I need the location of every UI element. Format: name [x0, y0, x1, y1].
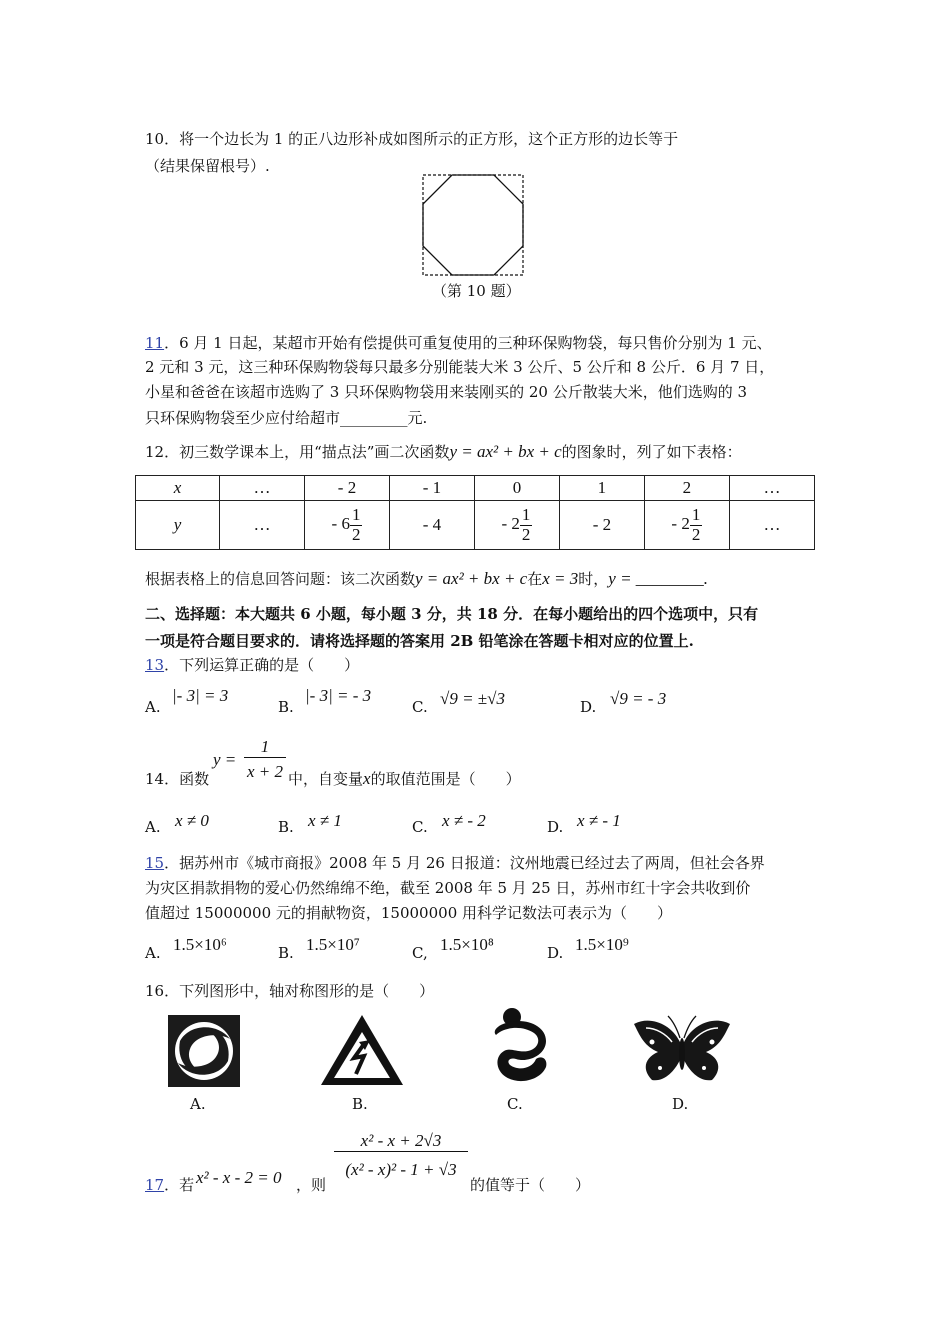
butterfly-icon — [630, 1012, 734, 1086]
q15-option-c: 1.5×10⁸ — [440, 935, 494, 954]
q15-line3: 值超过 15000000 元的捐献物资，15000000 用科学记数法可表示为（ ） — [145, 904, 673, 922]
q14-option-c: x ≠ - 2 — [442, 811, 486, 830]
q14-stem: 中，自变量x的取值范围是（ ） — [288, 769, 521, 788]
q11-line2: 2 元和 3 元，这三种环保购物袋每只最多分别能装大米 3 公斤、5 公斤和 8 公斤．6 月 7 日， — [145, 358, 775, 376]
q14-option-b: x ≠ 1 — [308, 811, 342, 830]
table-header-y: y — [136, 501, 220, 550]
octagon-figure — [420, 172, 526, 278]
table-header-x: x — [136, 476, 220, 501]
table-cell: - 4 — [390, 501, 475, 550]
q13-option-b: |- 3| = - 3 — [305, 686, 372, 705]
q13-option-a: |- 3| = 3 — [172, 686, 229, 705]
q14-formula-num: 1 — [244, 737, 286, 758]
q17-number[interactable]: 17 — [145, 1176, 165, 1194]
q14-formula-y: y = — [213, 750, 237, 769]
q11-line1: 11．6 月 1 日起，某超市开始有偿提供可重复使用的三种环保购物袋，每只售价分别为 1 元、 — [145, 334, 772, 352]
q13-option-d-label: D. — [580, 698, 597, 716]
q17-fraction-numerator: x² - x + 2√3 — [334, 1131, 468, 1152]
q11-line4: 只环保购物袋至少应付给超市_________元. — [145, 409, 428, 427]
q10-line2: （结果保留根号）. — [145, 157, 270, 175]
table-row-y — [136, 501, 815, 550]
q16-label-d: D. — [672, 1095, 689, 1113]
q13-option-b-label: B. — [278, 698, 294, 716]
runner-emblem-icon — [488, 1005, 552, 1089]
q17-fraction-denominator: (x² - x)² - 1 + √3 — [345, 1160, 457, 1179]
table-cell: - 1 — [390, 476, 475, 501]
q11-number[interactable]: 11 — [145, 334, 165, 352]
q17-equation: x² - x - 2 = 0 — [196, 1168, 282, 1187]
q15-option-a: 1.5×10⁶ — [173, 935, 227, 954]
q14-stem-a: 14．函数 — [145, 770, 210, 788]
table-cell: - 2 $\frac{1}{2}$ — [474, 501, 559, 550]
q13-option-c-label: C. — [412, 698, 428, 716]
q15-number[interactable]: 15 — [145, 854, 165, 872]
q12-formula: y = ax² + bx + c — [449, 442, 562, 461]
q14-option-a-label: A. — [145, 818, 161, 836]
table-cell: - 2 — [559, 501, 644, 550]
q17-stem-b: ，则 — [296, 1176, 327, 1194]
q11-line3: 小星和爸爸在该超市选购了 3 只环保购物袋用来装刚买的 20 公斤散装大米，他们选购的 3 — [145, 383, 748, 401]
table-cell: … — [729, 501, 814, 550]
q15-line2: 为灾区捐款捐物的爱心仍然绵绵不绝，截至 2008 年 5 月 25 日，苏州市红十字会共收到价 — [145, 879, 751, 897]
q14-option-d-label: D. — [547, 818, 564, 836]
q10-line1: 10．将一个边长为 1 的正八边形补成如图所示的正方形，这个正方形的边长等于 — [145, 130, 679, 148]
warning-triangle-icon — [318, 1012, 406, 1088]
q12-question: 根据表格上的信息回答问题：该二次函数y = ax² + bx + c在x = 3时，y = ________. — [145, 569, 709, 588]
q13-option-d: √9 = - 3 — [610, 689, 667, 708]
q15-option-c-label: C, — [412, 944, 428, 962]
q13-option-a-label: A. — [145, 698, 161, 716]
q16-label-c: C. — [507, 1095, 523, 1113]
q14-option-c-label: C. — [412, 818, 428, 836]
q14-option-d: x ≠ - 1 — [577, 811, 621, 830]
q15-option-d-label: D. — [547, 944, 564, 962]
q14-option-b-label: B. — [278, 818, 294, 836]
table-cell: … — [219, 476, 304, 501]
q16-label-a: A. — [190, 1095, 206, 1113]
q17-stem-a: 17．若 — [145, 1176, 195, 1194]
q15-option-a-label: A. — [145, 944, 161, 962]
section2-line2: 一项是符合题目要求的．请将选择题的答案用 2B 铅笔涂在答题卡相对应的位置上. — [145, 632, 694, 650]
table-cell: … — [729, 476, 814, 501]
table-cell: - 2 — [305, 476, 390, 501]
q17-stem-c: 的值等于（ ） — [470, 1176, 591, 1194]
q13-option-c: √9 = ±√3 — [440, 689, 505, 708]
table-cell: 1 — [559, 476, 644, 501]
q12-intro: 12．初三数学课本上，用“描点法”画二次函数y = ax² + bx + c的图象时，列了如下表格： — [145, 442, 742, 461]
value-table — [135, 475, 815, 550]
q15-line1: 15．据苏州市《城市商报》2008 年 5 月 26 日报道：汶州地震已经过去了两周，但社会各界 — [145, 854, 765, 872]
q10-caption: （第 10 题） — [432, 282, 521, 300]
q13-number[interactable]: 13 — [145, 656, 165, 674]
q15-option-b: 1.5×10⁷ — [306, 935, 360, 954]
table-row-x — [136, 476, 815, 501]
q15-option-b-label: B. — [278, 944, 294, 962]
table-cell: … — [219, 501, 304, 550]
q14-formula-den: x + 2 — [246, 762, 284, 781]
section2-line1: 二、选择题：本大题共 6 小题，每小题 3 分，共 18 分．在每小题给出的四个选项中，只有 — [145, 605, 759, 623]
swirl-emblem-icon — [168, 1015, 240, 1087]
q13-stem: 13．下列运算正确的是（ ） — [145, 656, 360, 674]
table-cell: 2 — [644, 476, 729, 501]
table-cell: - 6 $\frac{1}{2}$ — [305, 501, 390, 550]
q15-option-d: 1.5×10⁹ — [575, 935, 629, 954]
q14-option-a: x ≠ 0 — [175, 811, 209, 830]
q16-stem: 16．下列图形中，轴对称图形的是（ ） — [145, 982, 435, 1000]
table-cell: - 2 $\frac{1}{2}$ — [644, 501, 729, 550]
q16-label-b: B. — [352, 1095, 368, 1113]
table-cell: 0 — [474, 476, 559, 501]
